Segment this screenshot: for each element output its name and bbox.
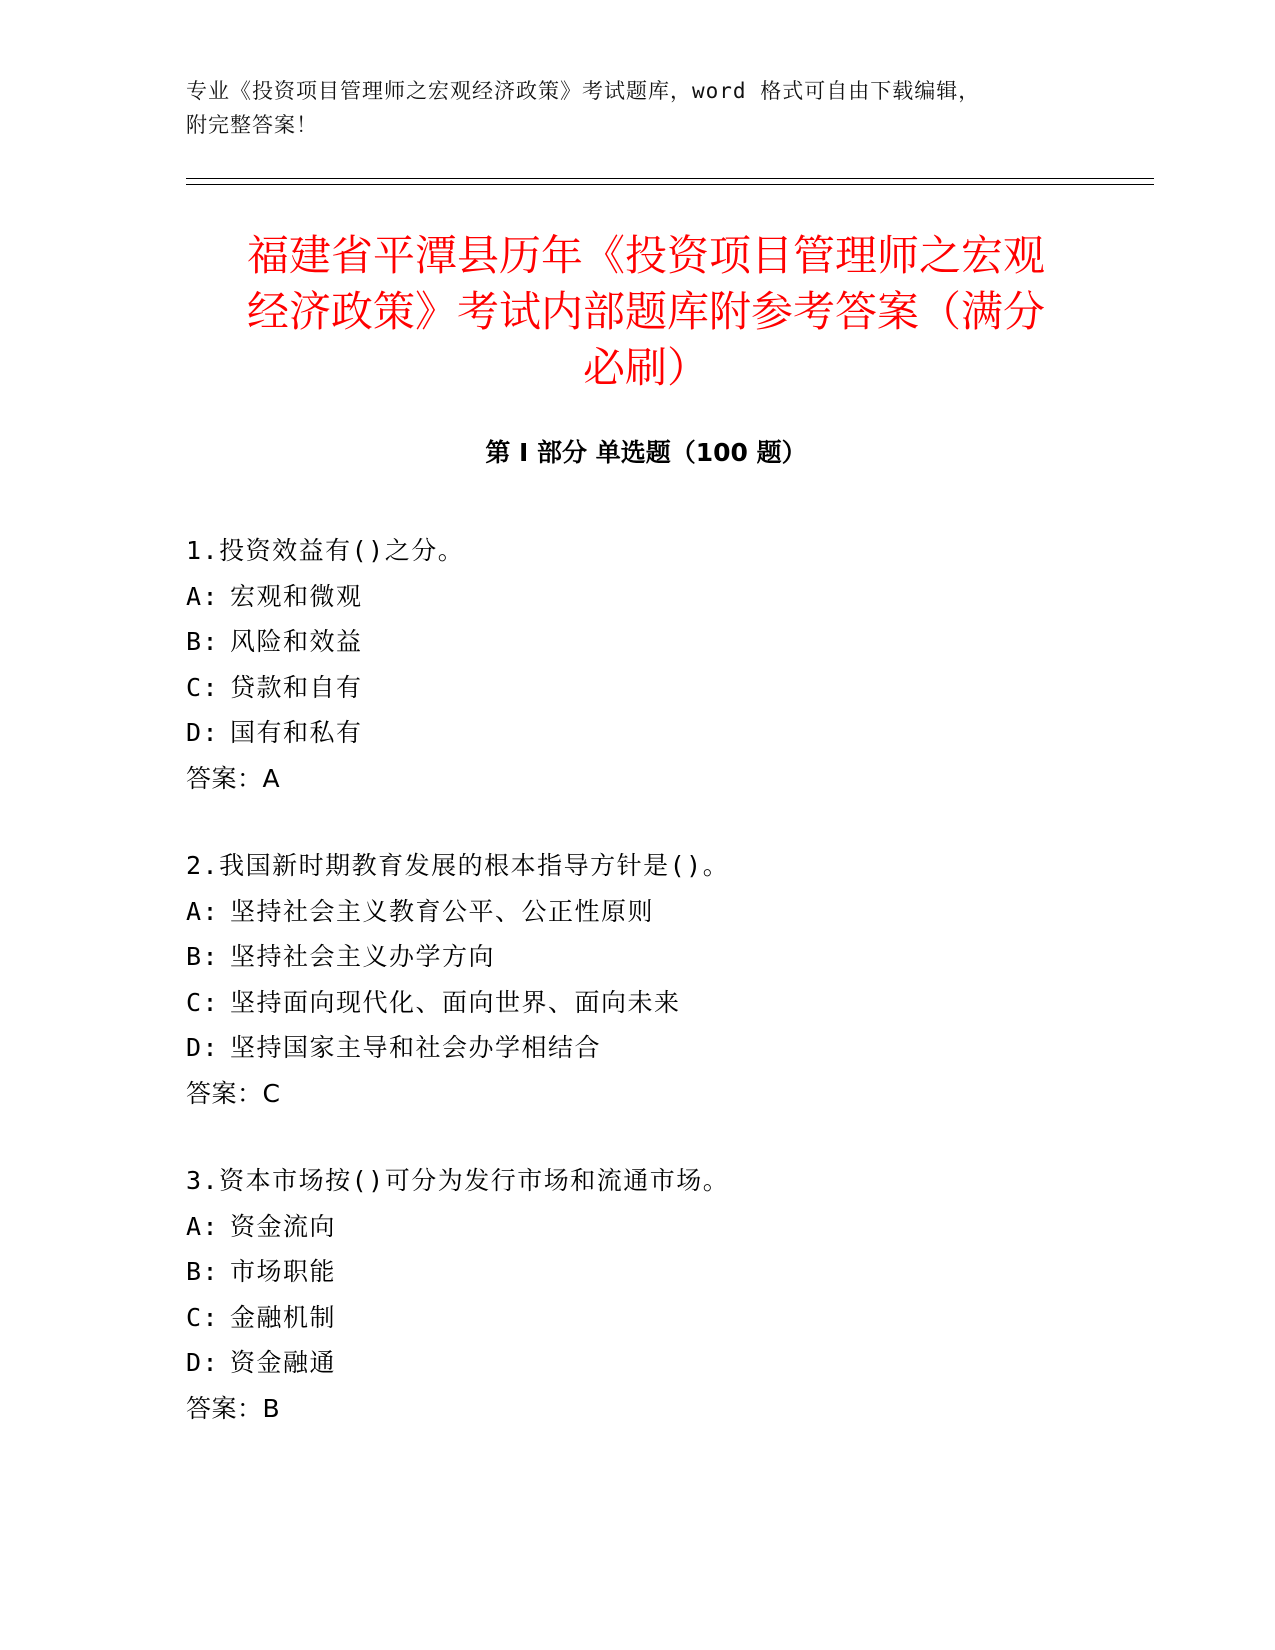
option-a [186, 1204, 1146, 1250]
option-key: D: [186, 1033, 220, 1062]
option-key: B: [186, 1257, 220, 1286]
question-stem: 1.投资效益有()之分。 [186, 536, 465, 565]
header-rule-top [186, 178, 1154, 179]
header-note-line-1: 专业《投资项目管理师之宏观经济政策》考试题库，word 格式可自由下载编辑， [186, 79, 981, 103]
option-text: 宏观和微观 [230, 581, 363, 611]
option-key: A: [186, 581, 220, 611]
option-key: A: [186, 896, 220, 926]
document-title [186, 228, 1106, 396]
option-d [186, 1340, 1146, 1386]
option-b [186, 619, 1146, 665]
option-text: 坚持社会主义办学方向 [230, 942, 496, 971]
option-c [186, 665, 1146, 711]
answer-line: 答案：C [186, 1078, 281, 1108]
option-key: B: [186, 942, 220, 971]
question-1 [186, 528, 1146, 801]
header-note-line-2: 附完整答案！ [186, 113, 318, 137]
document-title-line-3: 必刷） [582, 343, 709, 392]
question-2 [186, 843, 1146, 1116]
option-b [186, 1249, 1146, 1295]
header-rule-bottom [186, 184, 1154, 185]
option-c [186, 1295, 1146, 1341]
option-d [186, 710, 1146, 756]
answer-line: 答案：A [186, 763, 281, 793]
section-title: 第 I 部分 单选题（100 题） [485, 438, 807, 467]
option-text: 坚持国家主导和社会办学相结合 [230, 1033, 602, 1062]
header-note [186, 74, 1086, 142]
option-text: 金融机制 [230, 1302, 337, 1332]
option-text: 风险和效益 [230, 627, 363, 656]
question-stem: 2.我国新时期教育发展的根本指导方针是()。 [186, 851, 730, 880]
option-text: 资金流向 [230, 1211, 337, 1241]
question-stem: 3.资本市场按()可分为发行市场和流通市场。 [186, 1166, 730, 1195]
document-title-line-2: 经济政策》考试内部题库附参考答案（满分 [246, 287, 1045, 336]
option-key: A: [186, 1211, 220, 1241]
option-text: 坚持社会主义教育公平、公正性原则 [230, 896, 655, 926]
document-title-line-1: 福建省平潭县历年《投资项目管理师之宏观 [246, 231, 1045, 280]
option-b [186, 934, 1146, 980]
option-d [186, 1025, 1146, 1071]
option-key: C: [186, 672, 220, 702]
question-3 [186, 1158, 1146, 1431]
question-list [186, 528, 1146, 1473]
option-key: C: [186, 1302, 220, 1332]
option-text: 坚持面向现代化、面向世界、面向未来 [230, 987, 681, 1017]
option-c [186, 980, 1146, 1026]
answer-line: 答案：B [186, 1393, 281, 1423]
option-text: 资金融通 [230, 1348, 337, 1377]
option-key: D: [186, 1348, 220, 1377]
option-text: 国有和私有 [230, 718, 363, 747]
option-a [186, 574, 1146, 620]
option-text: 贷款和自有 [230, 672, 363, 702]
option-key: D: [186, 718, 220, 747]
option-key: B: [186, 627, 220, 656]
option-a [186, 889, 1146, 935]
option-text: 市场职能 [230, 1257, 337, 1286]
option-key: C: [186, 987, 220, 1017]
